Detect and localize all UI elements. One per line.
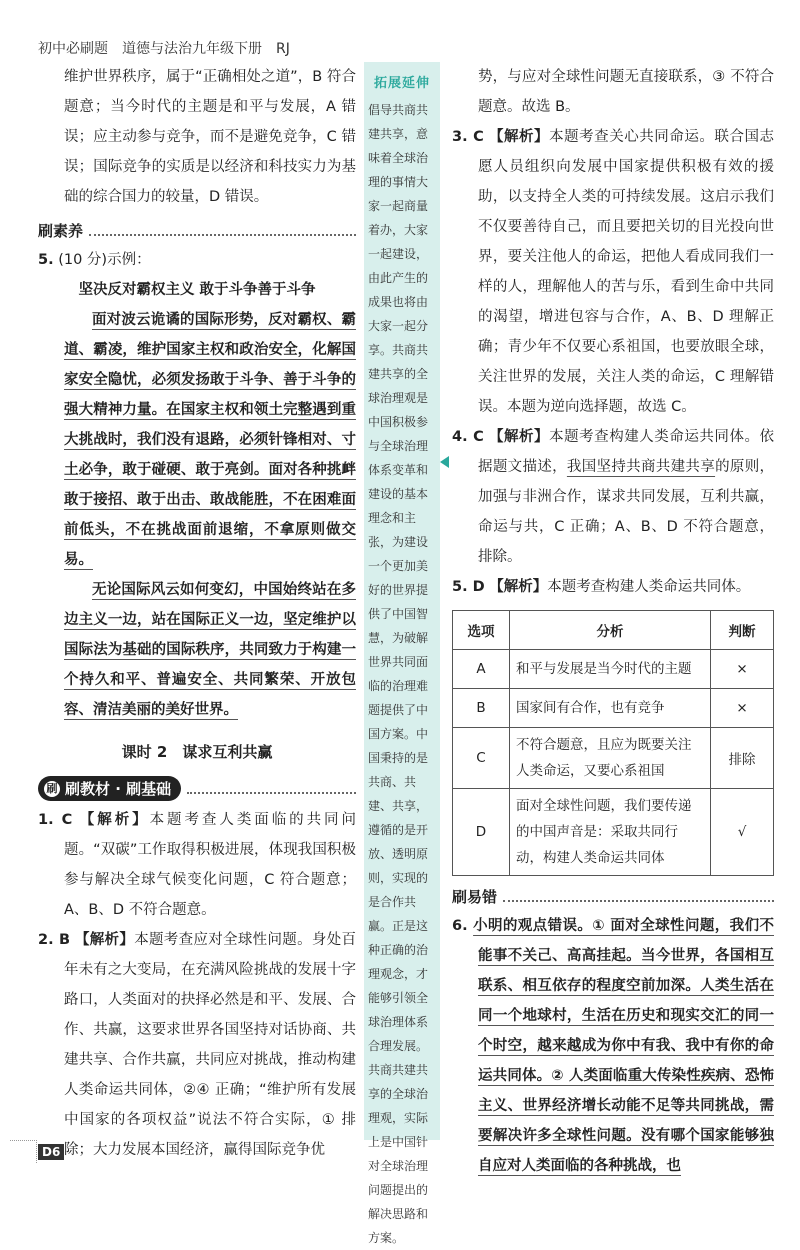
table-header: 判断 bbox=[711, 611, 774, 650]
table-cell: 不符合题意，且应为既要关注人类命运，又要心系祖国 bbox=[510, 728, 711, 789]
question-number: 1. C bbox=[38, 812, 73, 828]
table-cell: 国家间有合作，也有竞争 bbox=[510, 689, 711, 728]
section-header-yicuo bbox=[452, 886, 774, 907]
question-text: 小明的观点错误。① 面对全球性问题，我们不能事不关己、高高挂起。当今世界，各国相互联系、相互依存的程度空前加深。人类生活在同一个地球村，生活在历史和现实交汇的同一个时空，越来越成为你中有我、我中有你的命运共同体。② 人类面临重大传染性疾病、恐怖主义、世界经济增长动能不足等共同挑战，需要解决许多全球性问题。没有哪个国家能够独自应对人类面临的各种挑战，也 bbox=[473, 918, 774, 1174]
page-header: 初中必刷题 道德与法治九年级下册 RJ bbox=[38, 41, 290, 57]
underlined-text: 我国坚持共商共建共享 bbox=[566, 459, 716, 475]
question-6 bbox=[452, 911, 774, 1181]
table-cell: 面对全球性问题，我们要传递的中国声音是：采取共同行动，构建人类命运共同体 bbox=[510, 789, 711, 876]
question-number: 3. C bbox=[452, 129, 484, 145]
page-number: D6 bbox=[38, 1144, 64, 1160]
intro-paragraph: 维护世界秩序，属于“正确相处之道”，B 符合题意；当今时代的主题是和平与发展，A 错误；应主动参与竞争，而不是避免竞争，C 错误；国际竞争的实质是以经济和科技实力为基础的综合国力的较量，D 错误。 bbox=[64, 69, 356, 205]
table-cell: 和平与发展是当今时代的主题 bbox=[510, 650, 711, 689]
banner-pill bbox=[38, 776, 181, 801]
dotted-divider bbox=[89, 226, 356, 236]
question-text: 本题考查构建人类命运共同体。 bbox=[547, 579, 751, 595]
table-row bbox=[453, 728, 774, 789]
table-row bbox=[453, 789, 774, 876]
table-cell: 排除 bbox=[711, 728, 774, 789]
question-lead: (10 分)示例： bbox=[58, 252, 151, 268]
question-2 bbox=[38, 925, 356, 1165]
banner-label: 刷教材 · 刷基础 bbox=[65, 780, 172, 798]
sidebar-text: 倡导共商共建共享，意味着全球治理的事情大家一起商量着办，大家一起建设，由此产生的成果也将由大家一起分享。共商共建共享的全球治理观是中国积极参与全球治理体系变革和建设的基本理念和主张，为建设一个更加美好的世界提供了中国智慧，为破解世界共同面临的治理难题提供了中国方案。中国秉持的是共商、共建、共享，遵循的是开放、透明原则，实现的是合作共赢。正是这种正确的治理观念，才能够引领全球治理体系合理发展。共商共建共享的全球治理观，实际上是中国针对全球治理问题提出的解决思路和方案。 bbox=[368, 103, 429, 1245]
analysis-tag: 【解析】 bbox=[488, 129, 550, 145]
question-text: 本题考查应对全球性问题。身处百年未有之大变局，在充满风险挑战的发展十字路口，人类面对的抉择必然是和平、发展、合作、共赢，这要求世界各国坚持对话协商、共建共享、合作共赢，共同应对挑战，推动构建人类命运共同体，②④ 正确；“维护所有发展中国家的各项权益”说法不符合实际，① 排除；大力发展本国经济，赢得国际竞争优 bbox=[64, 932, 357, 1158]
question-text: 的原则，加强与非洲合作，谋求共同发展，互利共赢，命运与共，C 正确；A、B、D 不符合题意，排除。 bbox=[478, 459, 775, 565]
section-banner bbox=[38, 776, 356, 801]
analysis-table bbox=[452, 610, 774, 876]
essay-paragraph-2: 无论国际风云如何变幻，中国始终站在多边主义一边，站在国际正义一边，坚定维护以国际法为基础的国际秩序，共同致力于构建一个持久和平、普遍安全、共同繁荣、开放包容、清洁美丽的美好世界。 bbox=[64, 582, 356, 718]
table-row bbox=[453, 689, 774, 728]
question-text: 本题考查关心共同命运。联合国志愿人员组织向发展中国家提供积极有效的援助，以支持全人类的可持续发展。这启示我们不仅要善待自己，而且要把关切的目光投向世界，要关注他人的命运，把他人看成同我们一样的人，理解他人的苦与乐，看到生命中共同的渴望，增进包容与合作，A、B、D 理解正确；青少年不仅要心系祖国，也要放眼全球，关注世界的发展，关注人类的命运，C 理解错误。本题为逆向选择题，故选 C。 bbox=[478, 129, 775, 415]
table-cell: D bbox=[453, 789, 510, 876]
extension-sidebar bbox=[364, 62, 440, 1245]
sidebar-pointer-arrow bbox=[440, 456, 449, 468]
question-4 bbox=[452, 422, 774, 572]
table-cell: C bbox=[453, 728, 510, 789]
question-5 bbox=[452, 572, 774, 602]
lesson-title: 课时 2 谋求互利共赢 bbox=[121, 743, 273, 761]
question-text: 本题考查构建人类命运共同体。依据题文描述， bbox=[478, 429, 775, 475]
analysis-tag: 【解析】 bbox=[79, 812, 150, 828]
question-number: 2. B bbox=[38, 932, 71, 948]
table-header: 选项 bbox=[453, 611, 510, 650]
table-header: 分析 bbox=[510, 611, 711, 650]
analysis-tag: 【解析】 bbox=[488, 429, 550, 445]
section-header-suyang bbox=[38, 220, 356, 241]
table-cell: B bbox=[453, 689, 510, 728]
dotted-divider bbox=[503, 892, 774, 902]
analysis-tag: 【解析】 bbox=[74, 932, 135, 948]
table-cell: A bbox=[453, 650, 510, 689]
table-cell: √ bbox=[711, 789, 774, 876]
sidebar-title: 拓展延伸 bbox=[373, 76, 430, 91]
table-row bbox=[453, 650, 774, 689]
continuation-paragraph: 势，与应对全球性问题无直接联系，③ 不符合题意。故选 B。 bbox=[478, 69, 774, 115]
question-number: 6. bbox=[452, 918, 468, 934]
analysis-tag: 【解析】 bbox=[489, 579, 548, 595]
dotted-divider bbox=[187, 784, 356, 794]
question-3 bbox=[452, 122, 774, 422]
brush-icon: 刷 bbox=[44, 781, 60, 797]
essay-paragraph-1: 面对波云诡谲的国际形势，反对霸权、霸道、霸凌，维护国家主权和政治安全，化解国家安全隐忧，必须发扬敢于斗争、善于斗争的强大精神力量。在国家主权和领土完整遇到重大挑战时，我们没有退路，必须针锋相对、寸土必争，敢于碰硬、敢于亮剑。面对各种挑衅敢于接招、敢于出击、敢战能胜，不在困难面前低头，不在挑战面前退缩，不拿原则做交易。 bbox=[64, 312, 356, 568]
question-5-lead bbox=[38, 245, 356, 275]
section-title: 刷素养 bbox=[38, 222, 84, 240]
essay-title: 坚决反对霸权主义 敢于斗争善于斗争 bbox=[78, 282, 316, 298]
table-cell: × bbox=[711, 689, 774, 728]
section-title: 刷易错 bbox=[452, 888, 498, 906]
question-1 bbox=[38, 805, 356, 925]
corner-dotted-mark bbox=[10, 1140, 37, 1163]
table-cell: × bbox=[711, 650, 774, 689]
question-text: 本题考查人类面临的共同问题。“双碳”工作取得积极进展，体现我国积极参与解决全球气候变化问题，C 符合题意；A、B、D 不符合题意。 bbox=[64, 812, 357, 918]
right-column bbox=[452, 62, 774, 1181]
left-column bbox=[38, 62, 356, 1165]
question-number: 5. D bbox=[452, 579, 485, 595]
question-number: 4. C bbox=[452, 429, 484, 445]
question-number: 5. bbox=[38, 252, 54, 268]
table-header-row bbox=[453, 611, 774, 650]
